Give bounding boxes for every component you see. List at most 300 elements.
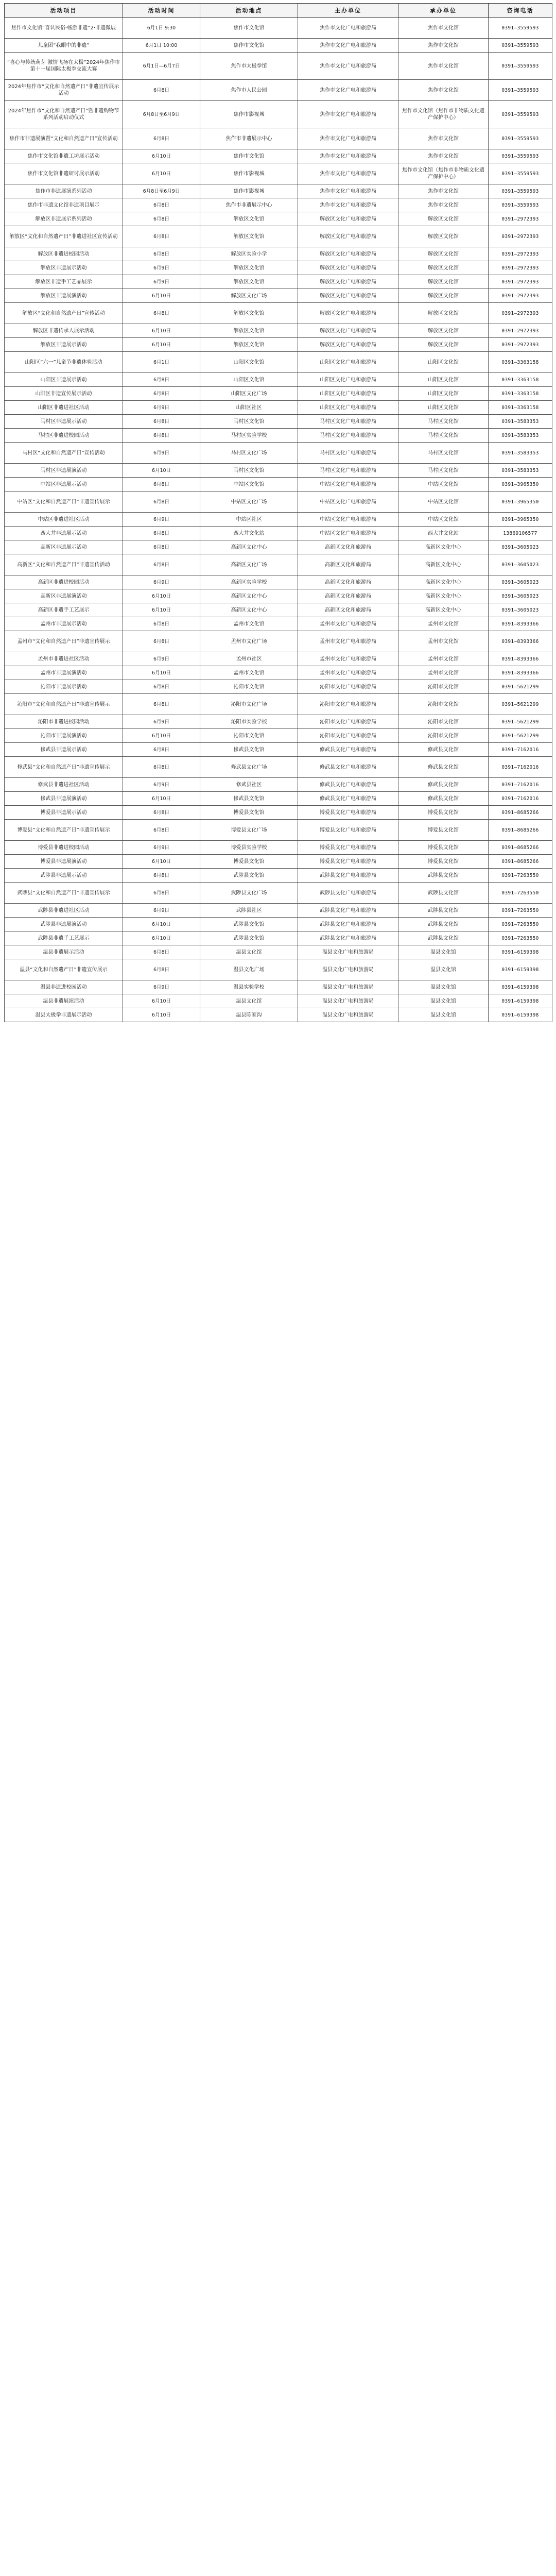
- table-body: [5, 18, 552, 1022]
- cell-project: 山阳区“六一”儿童节非遗体验活动: [5, 352, 123, 373]
- cell-time: 6月9日: [123, 443, 200, 464]
- cell-organizer: 温县文化馆: [398, 945, 489, 959]
- cell-phone: 0391—8685266: [489, 841, 552, 855]
- cell-place: 博爱县文化广场: [200, 820, 298, 841]
- cell-project: 温县太极拳非遗展示活动: [5, 1008, 123, 1022]
- cell-host: 焦作市文化广电和旅游局: [298, 163, 398, 184]
- cell-time: 6月10日: [123, 603, 200, 617]
- cell-time: 6月8日: [123, 415, 200, 429]
- header-time: 活动时间: [123, 4, 200, 18]
- cell-phone: 0391—8393366: [489, 631, 552, 652]
- table-row: [5, 39, 552, 53]
- cell-host: 高新区文化和旅游局: [298, 603, 398, 617]
- cell-host: 修武县文化广电和旅游局: [298, 792, 398, 806]
- cell-phone: 0391—3583353: [489, 429, 552, 443]
- cell-time: 6月8日: [123, 198, 200, 212]
- table-row: [5, 694, 552, 715]
- cell-project: 焦作市非遗展演暨“文化和自然遗产日”宣传活动: [5, 128, 123, 149]
- cell-organizer: 高新区文化中心: [398, 603, 489, 617]
- cell-place: 高新区文化广场: [200, 554, 298, 575]
- cell-place: 武陟县文化馆: [200, 869, 298, 883]
- cell-host: 博爱县文化广电和旅游局: [298, 855, 398, 869]
- cell-host: 解放区文化广电和旅游局: [298, 212, 398, 226]
- cell-organizer: 武陟县文化馆: [398, 904, 489, 918]
- cell-host: 解放区文化广电和旅游局: [298, 226, 398, 247]
- cell-host: 山阳区文化广电和旅游局: [298, 387, 398, 401]
- cell-host: 解放区文化广电和旅游局: [298, 289, 398, 303]
- cell-project: 中站区非遗展示活动: [5, 478, 123, 492]
- cell-project: 武陟县非遗展示活动: [5, 869, 123, 883]
- cell-place: 马村区文化广场: [200, 443, 298, 464]
- cell-time: 6月9日: [123, 575, 200, 589]
- cell-host: 解放区文化广电和旅游局: [298, 275, 398, 289]
- table-row: [5, 855, 552, 869]
- table-row: [5, 464, 552, 478]
- cell-host: 修武县文化广电和旅游局: [298, 757, 398, 778]
- cell-place: 孟州市文化广场: [200, 631, 298, 652]
- cell-organizer: 孟州市文化馆: [398, 617, 489, 631]
- cell-organizer: 焦作市文化馆: [398, 149, 489, 163]
- header-place: 活动地点: [200, 4, 298, 18]
- cell-organizer: 沁阳市文化馆: [398, 694, 489, 715]
- cell-place: 马村区实验学校: [200, 429, 298, 443]
- cell-project: 焦作市非遗展演系列活动: [5, 184, 123, 198]
- cell-project: 高新区非遗进校园活动: [5, 575, 123, 589]
- cell-organizer: 温县文化馆: [398, 1008, 489, 1022]
- table-row: [5, 429, 552, 443]
- cell-project: 解放区非遗进校园活动: [5, 247, 123, 261]
- cell-place: 修武县文化馆: [200, 792, 298, 806]
- table-row: [5, 792, 552, 806]
- cell-project: 2024年焦作市“文化和自然遗产日”非遗宣传展示活动: [5, 80, 123, 101]
- cell-organizer: 解放区文化馆: [398, 226, 489, 247]
- cell-time: 6月9日: [123, 715, 200, 729]
- cell-time: 6月8日: [123, 694, 200, 715]
- cell-host: 解放区文化广电和旅游局: [298, 303, 398, 324]
- cell-phone: 0391—2972393: [489, 226, 552, 247]
- cell-place: 沁阳市实验学校: [200, 715, 298, 729]
- cell-phone: 0391—2972393: [489, 275, 552, 289]
- cell-host: 温县文化广电和旅游局: [298, 959, 398, 980]
- cell-host: 博爱县文化广电和旅游局: [298, 841, 398, 855]
- cell-organizer: 马村区文化馆: [398, 415, 489, 429]
- cell-phone: 0391—5621299: [489, 694, 552, 715]
- table-row: [5, 554, 552, 575]
- table-row: [5, 101, 552, 128]
- cell-time: 6月8日: [123, 883, 200, 904]
- cell-place: 温县文化馆: [200, 945, 298, 959]
- cell-host: 解放区文化广电和旅游局: [298, 338, 398, 352]
- cell-place: 沁阳市文化馆: [200, 729, 298, 743]
- cell-project: 沁阳市非遗展演活动: [5, 729, 123, 743]
- cell-project: 解放区“文化和自然遗产日”宣传活动: [5, 303, 123, 324]
- cell-time: 6月8日: [123, 226, 200, 247]
- cell-time: 6月8日: [123, 492, 200, 513]
- cell-place: 高新区文化中心: [200, 589, 298, 603]
- table-row: [5, 80, 552, 101]
- cell-host: 焦作市文化广电和旅游局: [298, 53, 398, 80]
- table-row: [5, 631, 552, 652]
- cell-place: 武陟县文化广场: [200, 883, 298, 904]
- cell-project: 孟州市非遗展演活动: [5, 666, 123, 680]
- cell-organizer: 解放区文化馆: [398, 289, 489, 303]
- cell-time: 6月8日至6月9日: [123, 184, 200, 198]
- cell-project: 2024年焦作市“文化和自然遗产日”暨非遗购物节系列活动启动仪式: [5, 101, 123, 128]
- cell-place: 高新区文化中心: [200, 603, 298, 617]
- cell-place: 温县陈家沟: [200, 1008, 298, 1022]
- cell-project: 高新区非遗展演活动: [5, 589, 123, 603]
- cell-place: 马村区文化馆: [200, 415, 298, 429]
- cell-host: 焦作市文化广电和旅游局: [298, 184, 398, 198]
- table-row: [5, 275, 552, 289]
- table-row: [5, 778, 552, 792]
- cell-organizer: 焦作市文化馆: [398, 39, 489, 53]
- cell-organizer: 马村区文化馆: [398, 464, 489, 478]
- cell-host: 中站区文化广电和旅游局: [298, 527, 398, 540]
- table-row: [5, 387, 552, 401]
- cell-host: 孟州市文化广电和旅游局: [298, 652, 398, 666]
- cell-project: 修武县“文化和自然遗产日”非遗宣传展示: [5, 757, 123, 778]
- cell-time: 6月8日: [123, 554, 200, 575]
- cell-time: 6月8日: [123, 247, 200, 261]
- cell-time: 6月10日: [123, 729, 200, 743]
- cell-phone: 0391—8393366: [489, 617, 552, 631]
- cell-time: 6月8日: [123, 820, 200, 841]
- table-row: [5, 715, 552, 729]
- cell-phone: 0391—3965350: [489, 513, 552, 527]
- cell-time: 6月9日: [123, 841, 200, 855]
- cell-phone: 0391—6159398: [489, 945, 552, 959]
- cell-time: 6月8日: [123, 743, 200, 757]
- cell-organizer: 马村区文化馆: [398, 429, 489, 443]
- cell-project: “喜心与传统萌芽 激情飞扬在太极”2024年焦作市第十一届国际太极拳交流大赛: [5, 53, 123, 80]
- cell-time: 6月8日: [123, 527, 200, 540]
- cell-organizer: 中站区文化馆: [398, 513, 489, 527]
- cell-organizer: 解放区文化馆: [398, 324, 489, 338]
- cell-phone: 0391—7263550: [489, 904, 552, 918]
- cell-project: 温县非遗进校园活动: [5, 980, 123, 994]
- cell-project: 温县非遗展演活动: [5, 994, 123, 1008]
- cell-host: 焦作市文化广电和旅游局: [298, 80, 398, 101]
- table-row: [5, 883, 552, 904]
- cell-time: 6月10日: [123, 994, 200, 1008]
- cell-time: 6月9日: [123, 980, 200, 994]
- cell-place: 焦作市人民公园: [200, 80, 298, 101]
- cell-organizer: 博爱县文化馆: [398, 855, 489, 869]
- cell-phone: 0391—6159398: [489, 994, 552, 1008]
- cell-project: 博爱县“文化和自然遗产日”非遗宣传展示: [5, 820, 123, 841]
- cell-place: 山阳区文化馆: [200, 373, 298, 387]
- cell-place: 山阳区文化广场: [200, 387, 298, 401]
- table-row: [5, 918, 552, 931]
- cell-host: 武陟县文化广电和旅游局: [298, 918, 398, 931]
- cell-time: 6月9日: [123, 652, 200, 666]
- cell-project: 焦作市文化馆非遗研讨展示活动: [5, 163, 123, 184]
- cell-place: 焦作市非遗展示中心: [200, 128, 298, 149]
- cell-phone: 0391—3559593: [489, 198, 552, 212]
- cell-host: 焦作市文化广电和旅游局: [298, 39, 398, 53]
- cell-place: 高新区实验学校: [200, 575, 298, 589]
- cell-organizer: 焦作市文化馆: [398, 80, 489, 101]
- cell-organizer: 解放区文化馆: [398, 247, 489, 261]
- table-header: [5, 4, 552, 18]
- cell-phone: 0391—3363158: [489, 352, 552, 373]
- cell-phone: 0391—3605023: [489, 575, 552, 589]
- cell-time: 6月8日: [123, 128, 200, 149]
- cell-organizer: 孟州市文化馆: [398, 666, 489, 680]
- cell-host: 沁阳市文化广电和旅游局: [298, 729, 398, 743]
- cell-organizer: 解放区文化馆: [398, 303, 489, 324]
- cell-place: 修武县文化馆: [200, 743, 298, 757]
- cell-project: 博爱县非遗展演活动: [5, 855, 123, 869]
- cell-time: 6月8日: [123, 429, 200, 443]
- table-row: [5, 743, 552, 757]
- cell-place: 解放区文化馆: [200, 261, 298, 275]
- cell-time: 6月9日: [123, 904, 200, 918]
- cell-place: 孟州市文化馆: [200, 617, 298, 631]
- cell-phone: 0391—2972393: [489, 261, 552, 275]
- cell-organizer: 中站区文化馆: [398, 478, 489, 492]
- cell-project: 解放区非遗展示活动: [5, 261, 123, 275]
- cell-organizer: 博爱县文化馆: [398, 820, 489, 841]
- table-row: [5, 198, 552, 212]
- cell-phone: 0391—6159398: [489, 1008, 552, 1022]
- cell-place: 解放区文化馆: [200, 212, 298, 226]
- table-row: [5, 303, 552, 324]
- cell-project: 中站区非遗进社区活动: [5, 513, 123, 527]
- cell-organizer: 高新区文化中心: [398, 540, 489, 554]
- cell-project: 山阳区非遗展示活动: [5, 373, 123, 387]
- cell-organizer: 高新区文化中心: [398, 575, 489, 589]
- cell-organizer: 焦作市文化馆（焦作市非物质文化遗产保护中心）: [398, 163, 489, 184]
- cell-project: 孟州市非遗展示活动: [5, 617, 123, 631]
- cell-organizer: 中站区文化馆: [398, 492, 489, 513]
- cell-host: 解放区文化广电和旅游局: [298, 324, 398, 338]
- table-row: [5, 994, 552, 1008]
- cell-host: 博爱县文化广电和旅游局: [298, 806, 398, 820]
- cell-phone: 0391—7263550: [489, 931, 552, 945]
- cell-organizer: 山阳区文化馆: [398, 352, 489, 373]
- cell-project: 解放区非遗传承人展示活动: [5, 324, 123, 338]
- cell-project: 西大井非遗展示活动: [5, 527, 123, 540]
- cell-phone: 0391—5621299: [489, 680, 552, 694]
- table-row: [5, 128, 552, 149]
- cell-host: 中站区文化广电和旅游局: [298, 513, 398, 527]
- cell-organizer: 武陟县文化馆: [398, 869, 489, 883]
- cell-host: 中站区文化广电和旅游局: [298, 492, 398, 513]
- cell-project: 解放区非遗手工艺品展示: [5, 275, 123, 289]
- cell-organizer: 焦作市文化馆: [398, 198, 489, 212]
- cell-organizer: 焦作市文化馆: [398, 18, 489, 39]
- cell-host: 山阳区文化广电和旅游局: [298, 373, 398, 387]
- cell-place: 温县文化馆: [200, 994, 298, 1008]
- cell-project: 焦作市非遗文化馆非遗项目展示: [5, 198, 123, 212]
- cell-phone: 13869106577: [489, 527, 552, 540]
- cell-project: 武陟县非遗进社区活动: [5, 904, 123, 918]
- cell-phone: 0391—2972393: [489, 212, 552, 226]
- cell-phone: 0391—3559593: [489, 149, 552, 163]
- cell-project: 孟州市“文化和自然遗产日”非遗宣传展示: [5, 631, 123, 652]
- cell-host: 温县文化广电和旅游局: [298, 994, 398, 1008]
- header-host: 主办单位: [298, 4, 398, 18]
- cell-phone: 0391—2972393: [489, 303, 552, 324]
- cell-place: 博爱县文化馆: [200, 855, 298, 869]
- cell-place: 焦作市影视城: [200, 101, 298, 128]
- table-row: [5, 149, 552, 163]
- cell-project: 解放区非遗展示活动: [5, 338, 123, 352]
- cell-time: 6月10日: [123, 163, 200, 184]
- cell-project: 马村区非遗展示活动: [5, 415, 123, 429]
- cell-time: 6月8日: [123, 212, 200, 226]
- cell-phone: 0391—8685266: [489, 855, 552, 869]
- cell-organizer: 高新区文化中心: [398, 589, 489, 603]
- table-row: [5, 324, 552, 338]
- cell-host: 武陟县文化广电和旅游局: [298, 883, 398, 904]
- cell-organizer: 焦作市文化馆（焦作市非物质文化遗产保护中心）: [398, 101, 489, 128]
- cell-place: 沁阳市文化馆: [200, 680, 298, 694]
- cell-project: 马村区“文化和自然遗产日”宣传活动: [5, 443, 123, 464]
- header-row: [5, 4, 552, 18]
- cell-host: 孟州市文化广电和旅游局: [298, 666, 398, 680]
- cell-organizer: 武陟县文化馆: [398, 883, 489, 904]
- cell-organizer: 解放区文化馆: [398, 212, 489, 226]
- table-row: [5, 617, 552, 631]
- cell-place: 修武县社区: [200, 778, 298, 792]
- table-row: [5, 869, 552, 883]
- header-phone: 咨询电话: [489, 4, 552, 18]
- cell-organizer: 温县文化馆: [398, 959, 489, 980]
- cell-host: 解放区文化广电和旅游局: [298, 247, 398, 261]
- cell-project: 博爱县非遗展示活动: [5, 806, 123, 820]
- cell-time: 6月8日: [123, 373, 200, 387]
- table-row: [5, 980, 552, 994]
- cell-host: 焦作市文化广电和旅游局: [298, 149, 398, 163]
- cell-phone: 0391—3605023: [489, 554, 552, 575]
- cell-host: 高新区文化和旅游局: [298, 589, 398, 603]
- cell-place: 解放区文化广场: [200, 289, 298, 303]
- cell-place: 博爱县文化馆: [200, 806, 298, 820]
- cell-time: 6月8日: [123, 540, 200, 554]
- cell-host: 解放区文化广电和旅游局: [298, 261, 398, 275]
- cell-organizer: 温县文化馆: [398, 994, 489, 1008]
- cell-project: 修武县非遗进社区活动: [5, 778, 123, 792]
- cell-project: 武陟县非遗展演活动: [5, 918, 123, 931]
- cell-host: 武陟县文化广电和旅游局: [298, 904, 398, 918]
- table-row: [5, 680, 552, 694]
- cell-time: 6月10日: [123, 464, 200, 478]
- cell-phone: 0391—7263550: [489, 869, 552, 883]
- table-row: [5, 415, 552, 429]
- cell-place: 沁阳市文化广场: [200, 694, 298, 715]
- cell-project: 沁阳市非遗展示活动: [5, 680, 123, 694]
- cell-project: 武陟县“文化和自然遗产日”非遗宣传展示: [5, 883, 123, 904]
- table-row: [5, 212, 552, 226]
- cell-project: 沁阳市“文化和自然遗产日”非遗宣传展示: [5, 694, 123, 715]
- cell-phone: 0391—7263550: [489, 918, 552, 931]
- cell-host: 焦作市文化广电和旅游局: [298, 198, 398, 212]
- cell-project: 中站区“文化和自然遗产日”非遗宣传展示: [5, 492, 123, 513]
- cell-place: 焦作市太极拳馆: [200, 53, 298, 80]
- cell-time: 6月9日: [123, 778, 200, 792]
- cell-place: 博爱县实验学校: [200, 841, 298, 855]
- cell-organizer: 武陟县文化馆: [398, 931, 489, 945]
- cell-place: 解放区文化馆: [200, 226, 298, 247]
- cell-time: 6月10日: [123, 931, 200, 945]
- cell-phone: 0391—5621299: [489, 729, 552, 743]
- cell-phone: 0391—3559593: [489, 163, 552, 184]
- cell-project: 儿童团“我眼中的非遗”: [5, 39, 123, 53]
- cell-place: 解放区文化馆: [200, 275, 298, 289]
- cell-project: 博爱县非遗进校园活动: [5, 841, 123, 855]
- cell-time: 6月10日: [123, 338, 200, 352]
- cell-phone: 0391—5621299: [489, 715, 552, 729]
- cell-place: 焦作市影视城: [200, 184, 298, 198]
- cell-phone: 0391—3559593: [489, 80, 552, 101]
- cell-organizer: 马村区文化馆: [398, 443, 489, 464]
- cell-project: 修武县非遗展演活动: [5, 792, 123, 806]
- table-row: [5, 1008, 552, 1022]
- cell-place: 马村区文化馆: [200, 464, 298, 478]
- table-row: [5, 289, 552, 303]
- table-row: [5, 959, 552, 980]
- cell-organizer: 解放区文化馆: [398, 261, 489, 275]
- cell-place: 温县实验学校: [200, 980, 298, 994]
- table-row: [5, 666, 552, 680]
- cell-project: 高新区非遗手工艺展示: [5, 603, 123, 617]
- cell-phone: 0391—3605023: [489, 540, 552, 554]
- cell-host: 高新区文化和旅游局: [298, 554, 398, 575]
- cell-place: 武陟县社区: [200, 904, 298, 918]
- table-row: [5, 338, 552, 352]
- table-row: [5, 945, 552, 959]
- cell-place: 孟州市社区: [200, 652, 298, 666]
- cell-host: 孟州市文化广电和旅游局: [298, 617, 398, 631]
- cell-project: 温县“文化和自然遗产日”非遗宣传展示: [5, 959, 123, 980]
- table-row: [5, 513, 552, 527]
- cell-project: 解放区非遗展示系列活动: [5, 212, 123, 226]
- cell-organizer: 修武县文化馆: [398, 743, 489, 757]
- cell-time: 6月10日: [123, 589, 200, 603]
- cell-time: 6月8日: [123, 631, 200, 652]
- table-row: [5, 163, 552, 184]
- cell-organizer: 山阳区文化馆: [398, 387, 489, 401]
- cell-organizer: 焦作市文化馆: [398, 53, 489, 80]
- cell-place: 中站区文化馆: [200, 478, 298, 492]
- cell-organizer: 沁阳市文化馆: [398, 715, 489, 729]
- cell-organizer: 孟州市文化馆: [398, 631, 489, 652]
- cell-place: 山阳区文化馆: [200, 352, 298, 373]
- cell-host: 马村区文化广电和旅游局: [298, 429, 398, 443]
- cell-place: 解放区实验小学: [200, 247, 298, 261]
- cell-time: 6月8日: [123, 617, 200, 631]
- cell-phone: 0391—3583353: [489, 415, 552, 429]
- cell-host: 武陟县文化广电和旅游局: [298, 869, 398, 883]
- cell-host: 沁阳市文化广电和旅游局: [298, 694, 398, 715]
- cell-organizer: 山阳区文化馆: [398, 401, 489, 415]
- cell-host: 焦作市文化广电和旅游局: [298, 101, 398, 128]
- cell-organizer: 博爱县文化馆: [398, 806, 489, 820]
- header-project: 活动项目: [5, 4, 123, 18]
- cell-project: 马村区非遗展演活动: [5, 464, 123, 478]
- cell-time: 6月8日: [123, 757, 200, 778]
- cell-place: 山阳区社区: [200, 401, 298, 415]
- cell-phone: 0391—6159398: [489, 959, 552, 980]
- cell-time: 6月8日: [123, 387, 200, 401]
- cell-time: 6月1日 9:30: [123, 18, 200, 39]
- cell-organizer: 沁阳市文化馆: [398, 729, 489, 743]
- table-row: [5, 443, 552, 464]
- cell-organizer: 武陟县文化馆: [398, 918, 489, 931]
